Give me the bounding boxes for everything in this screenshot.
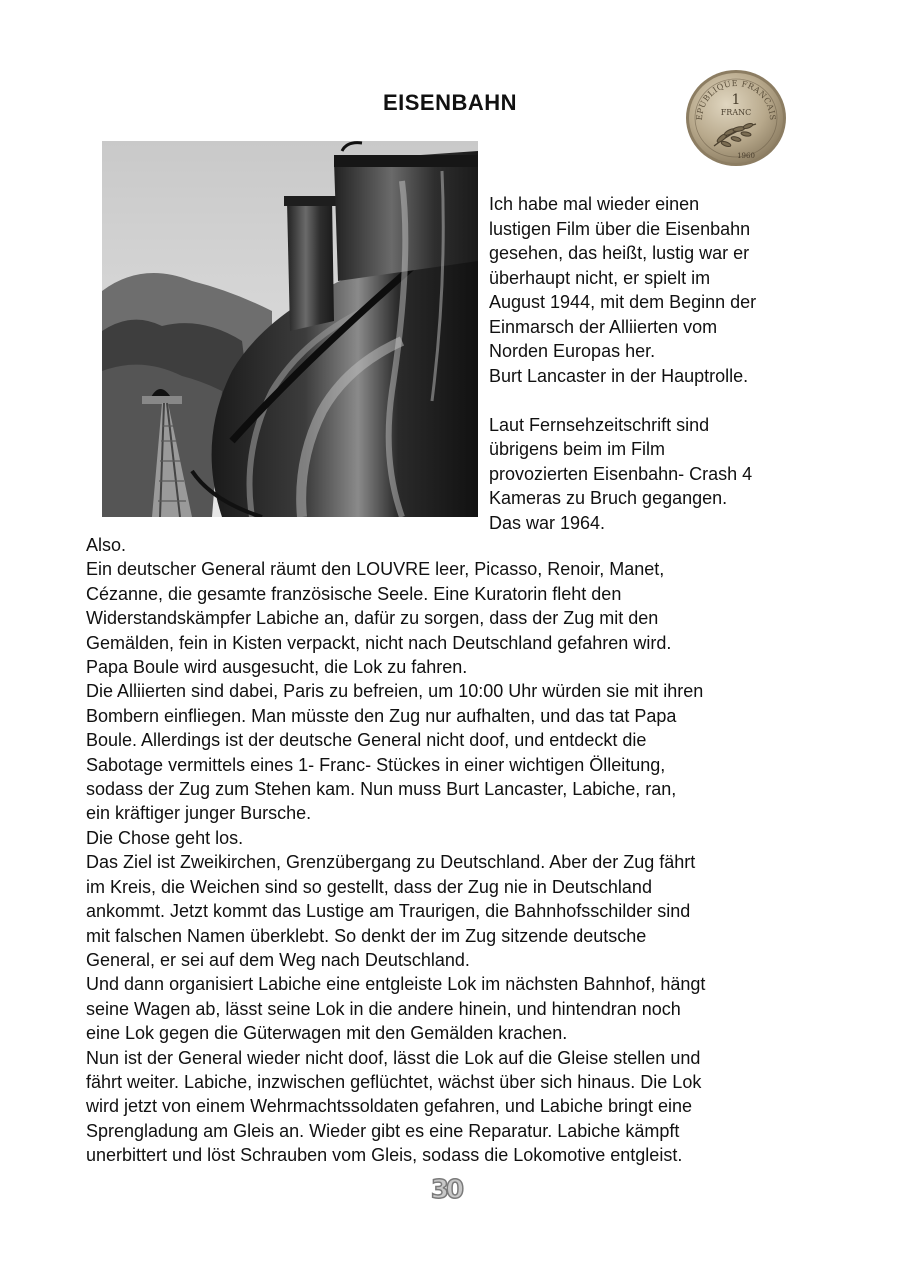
coin-denomination: 1 bbox=[731, 92, 741, 108]
intro-line: Ich habe mal wieder einen bbox=[489, 194, 700, 214]
intro-text bbox=[489, 192, 829, 535]
steam-locomotive-photo bbox=[102, 141, 478, 517]
body-line: seine Wagen ab, lässt seine Lok in die andere hinein, und hintendran noch bbox=[86, 998, 681, 1019]
page-title: EISENBAHN bbox=[382, 90, 518, 115]
body-line: Also. bbox=[86, 535, 127, 555]
body-line: Cézanne, die gesamte französische Seele. Eine Kuratorin fleht den bbox=[86, 583, 622, 604]
body-line: sodass der Zug zum Stehen kam. Nun muss Burt Lancaster, Labiche, ran, bbox=[86, 779, 677, 800]
body-line: Und dann organisiert Labiche eine entgleiste Lok im nächsten Bahnhof, hängt bbox=[86, 974, 706, 995]
intro-line: Laut Fernsehzeitschrift sind bbox=[489, 414, 710, 435]
intro-line: übrigens beim im Film bbox=[489, 439, 666, 459]
body-line: Ein deutscher General räumt den LOUVRE leer, Picasso, Renoir, Manet, bbox=[86, 559, 665, 580]
body-line: mit falschen Namen überklebt. So denkt der im Zug sitzende deutsche bbox=[86, 925, 647, 946]
body-line: Boule. Allerdings ist der deutsche General nicht doof, und entdeckt die bbox=[86, 730, 647, 751]
coin-year: 1960 bbox=[737, 152, 755, 160]
coin-unit: FRANC bbox=[720, 108, 752, 117]
body-line: wird jetzt von einem Wehrmachtssoldaten gefahren, und Labiche bringt eine bbox=[86, 1096, 693, 1117]
body-line: ein kräftiger junger Bursche. bbox=[86, 803, 312, 824]
body-line: unerbittert und löst Schrauben vom Gleis, sodass die Lokomotive entgleist. bbox=[86, 1145, 683, 1166]
body-line: Die Chose geht los. bbox=[86, 827, 244, 848]
intro-line: provozierten Eisenbahn- Crash 4 bbox=[489, 463, 753, 484]
body-line: eine Lok gegen die Güterwagen mit den Gemälden krachen. bbox=[86, 1023, 568, 1044]
body-line: Das Ziel ist Zweikirchen, Grenzübergang zu Deutschland. Aber der Zug fährt bbox=[86, 852, 696, 873]
body-line: Gemälden, fein in Kisten verpackt, nicht nach Deutschland gefahren wird. bbox=[86, 632, 672, 653]
intro-line: Das war 1964. bbox=[489, 512, 606, 533]
intro-line: Einmarsch der Alliierten vom bbox=[489, 316, 718, 337]
intro-line: Kameras zu Bruch gegangen. bbox=[489, 488, 728, 508]
intro-line: Norden Europas her. bbox=[489, 341, 656, 361]
body-line: Die Alliierten sind dabei, Paris zu befreien, um 10:00 Uhr würden sie mit ihren bbox=[86, 681, 704, 702]
intro-line: lustigen Film über die Eisenbahn bbox=[489, 218, 751, 239]
intro-line: gesehen, das heißt, lustig war er bbox=[489, 243, 750, 263]
body-line: Papa Boule wird ausgesucht, die Lok zu fahren. bbox=[86, 657, 468, 678]
body-line: fährt weiter. Labiche, inzwischen geflüchtet, wächst über sich hinaus. Die Lok bbox=[86, 1071, 702, 1092]
body-text bbox=[86, 533, 826, 1168]
intro-line: überhaupt nicht, er spielt im bbox=[489, 267, 711, 288]
intro-line: August 1944, mit dem Beginn der bbox=[489, 292, 757, 312]
body-line: ankommt. Jetzt kommt das Lustige am Traurigen, die Bahnhofsschilder sind bbox=[86, 901, 691, 922]
body-line: Nun ist der General wieder nicht doof, lässt die Lok auf die Gleise stellen und bbox=[86, 1047, 701, 1068]
franc-coin-icon bbox=[684, 68, 788, 168]
body-line: Sprengladung am Gleis an. Wieder gibt es eine Reparatur. Labiche kämpft bbox=[86, 1120, 680, 1141]
intro-line: Burt Lancaster in der Hauptrolle. bbox=[489, 365, 749, 386]
body-line: im Kreis, die Weichen sind so gestellt, dass der Zug nie in Deutschland bbox=[86, 876, 652, 897]
coin-top-text: EPUBLIQUE FRANCAIS bbox=[694, 78, 778, 121]
body-line: Widerstandskämpfer Labiche an, dafür zu sorgen, dass der Zug mit den bbox=[86, 608, 659, 629]
page-number: 30 bbox=[430, 1175, 462, 1205]
body-line: General, er sei auf dem Weg nach Deutschland. bbox=[86, 949, 470, 970]
body-line: Bombern einfliegen. Man müsste den Zug nur aufhalten, und das tat Papa bbox=[86, 705, 677, 726]
body-line: Sabotage vermittels eines 1- Franc- Stückes in einer wichtigen Ölleitung, bbox=[86, 754, 666, 775]
